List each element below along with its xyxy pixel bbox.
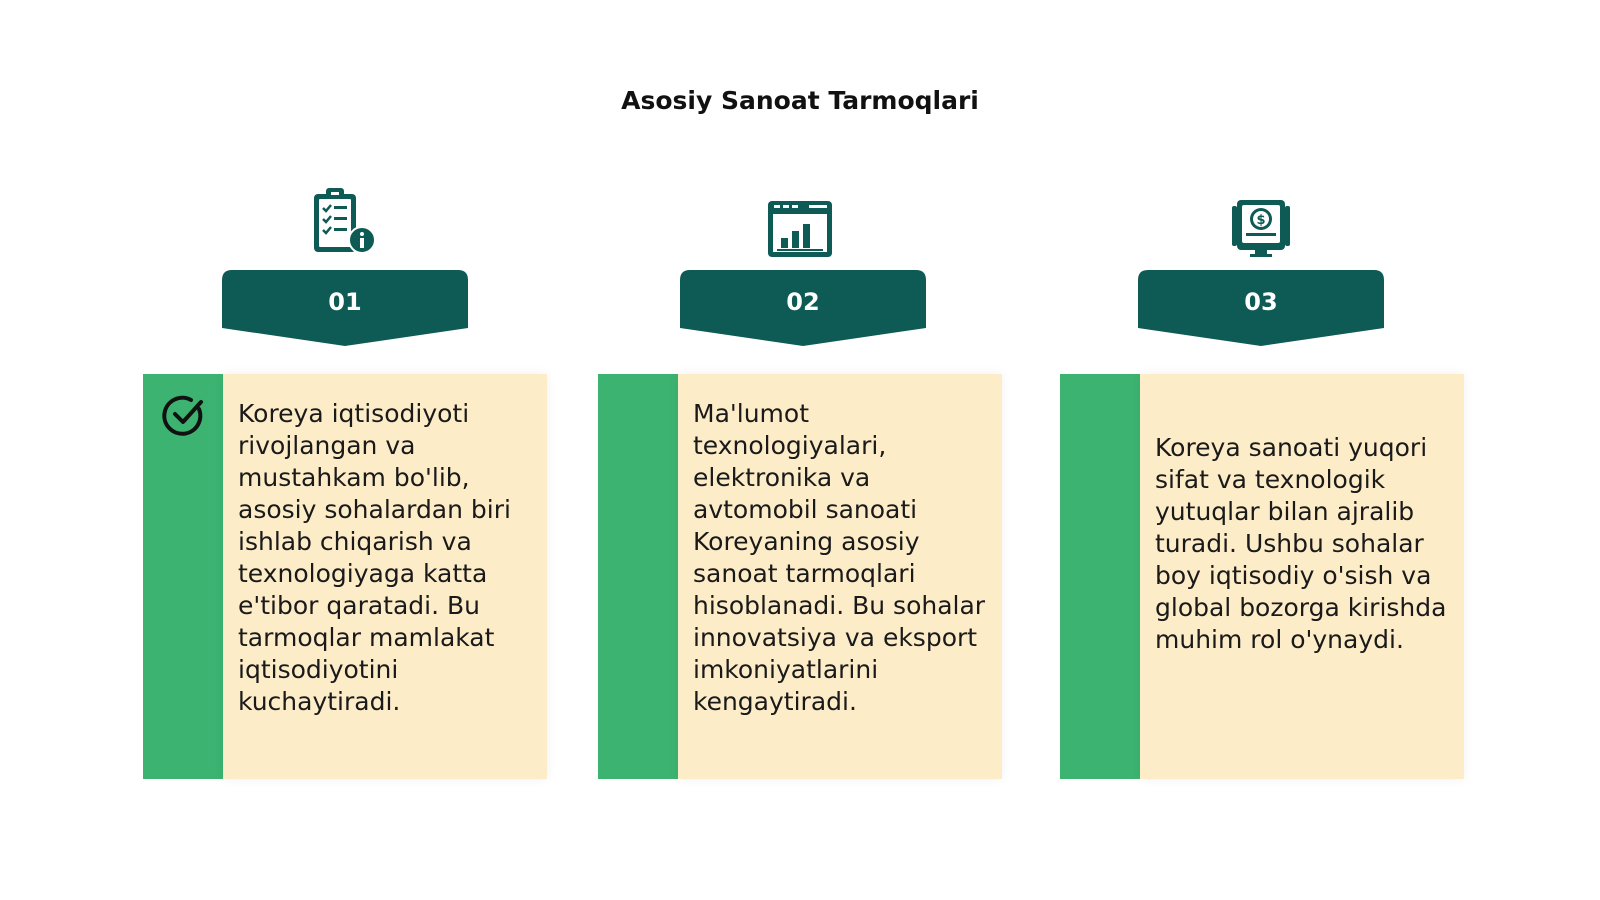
svg-text:$: $ [1256,213,1266,228]
card-text: Koreya iqtisodiyoti rivojlangan va mustahkam bo'lib, asosiy sohalardan biri ishlab chiqarish va texnologiyaga katta e'tibor qaratadi. Bu tarmoqlar mamlakat iqtisodiyotini kuchaytiradi. [238,399,511,716]
card-accent-bar [598,374,678,779]
card-body [1140,374,1464,779]
info-card-03 [1060,374,1464,779]
page-title: Asosiy Sanoat Tarmoqlari [621,86,979,115]
check-circle-icon [161,392,207,438]
card-accent-bar [143,374,223,779]
bar-chart-window-icon [765,198,835,268]
number-badge-01 [222,270,468,352]
card-body [223,374,547,779]
info-card-02 [598,374,1002,779]
card-text: Koreya sanoati yuqori sifat va texnologik yutuqlar bilan ajralib turadi. Ushbu sohalar boy iqtisodiy o'sish va global bozorga kirishda muhim rol o'ynaydi. [1155,433,1447,654]
info-card-01 [143,374,547,779]
number-badge-02 [680,270,926,352]
card-accent-bar [1060,374,1140,779]
badge-number: 03 [1244,288,1278,316]
number-badge-03 [1138,270,1384,352]
dollar-tablet-icon [1226,196,1296,266]
badge-number: 02 [786,288,820,316]
badge-number: 01 [328,288,362,316]
clipboard-info-icon [310,188,380,258]
card-body [678,374,1002,779]
card-text: Ma'lumot texnologiyalari, elektronika va avtomobil sanoati Koreyaning asosiy sanoat tarmoqlari hisoblanadi. Bu sohalar innovatsiya va eksport imkoniyatlarini kengaytiradi. [693,399,986,716]
